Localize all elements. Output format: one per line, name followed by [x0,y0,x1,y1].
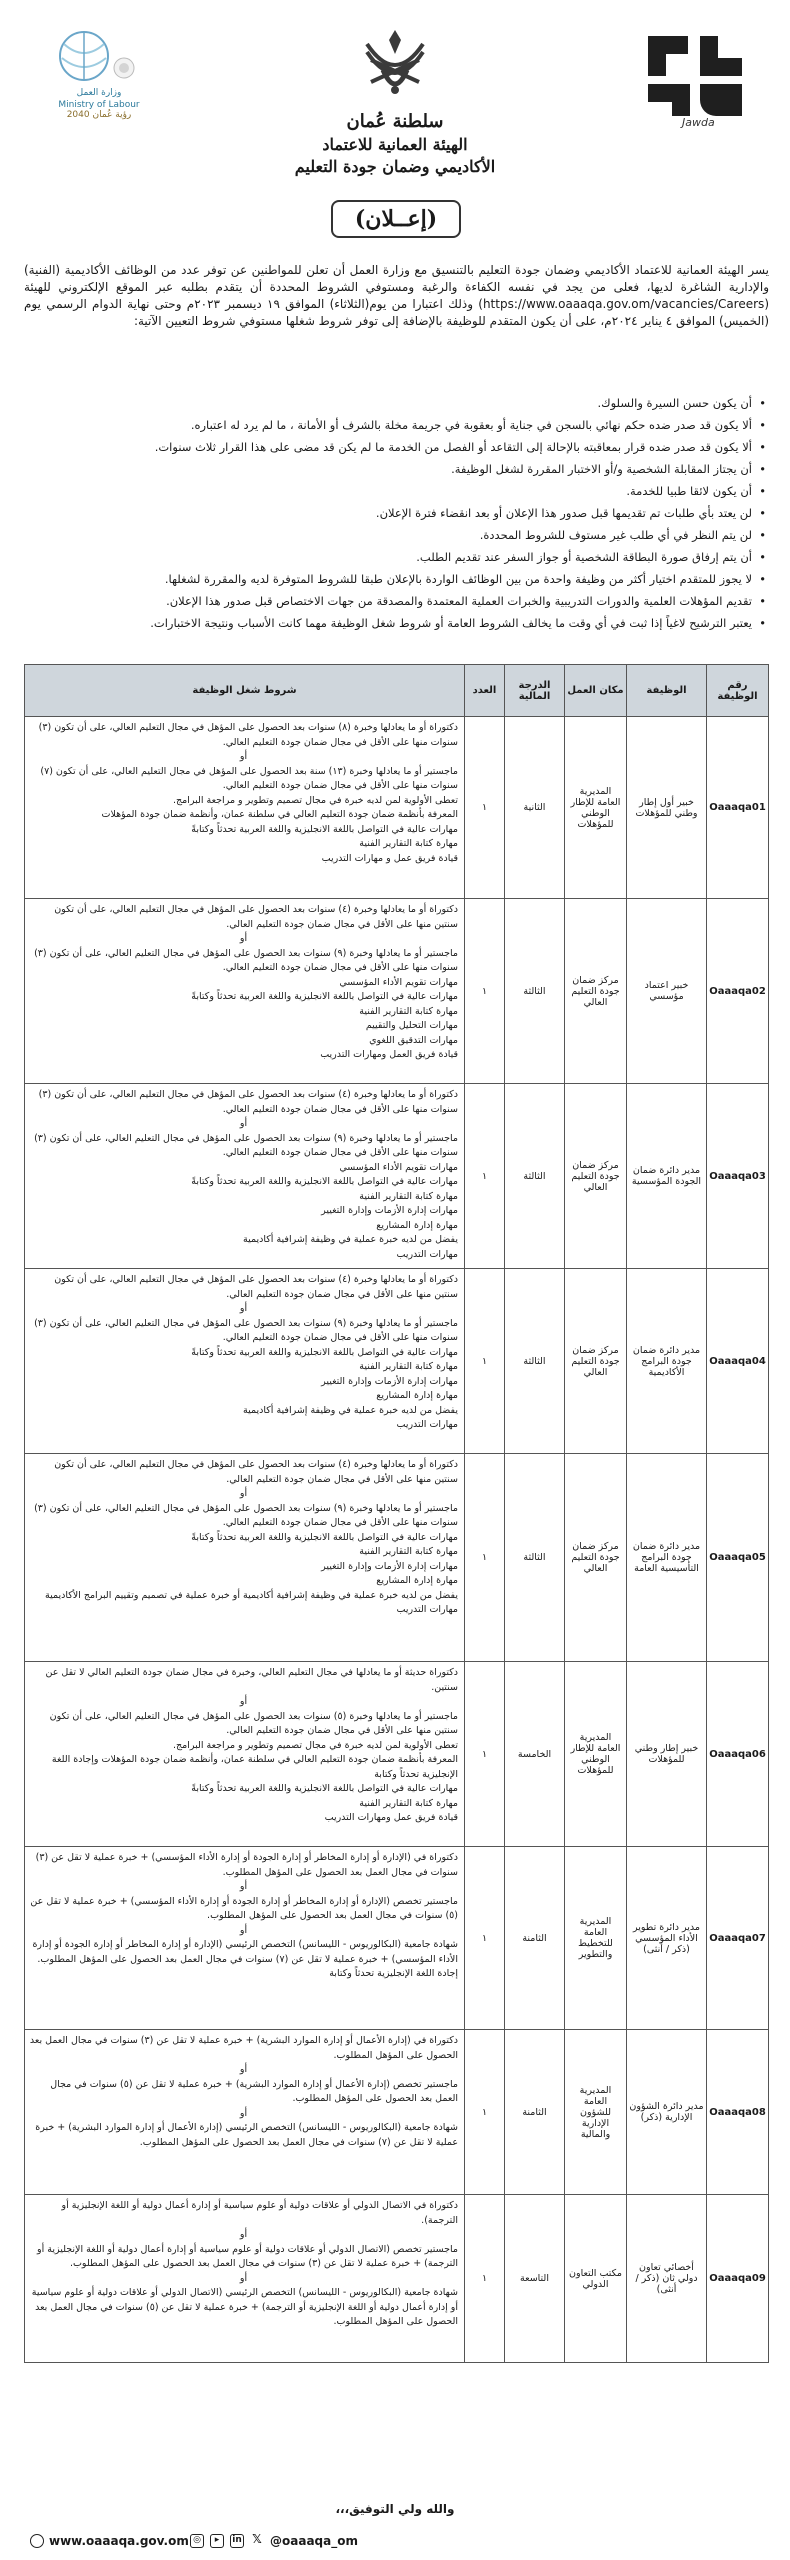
job-title-cell: مدير دائرة ضمان جودة البرامج الأكاديمية [627,1269,707,1454]
job-title-cell: مدير دائرة ضمان جودة البرامج التأسيسية العامة [627,1454,707,1662]
requirement-or: أو [239,2272,248,2284]
job-title-cell: خبير أول إطار وطني للمؤهلات [627,717,707,899]
requirement-line: مهارات عالية في التواصل باللغة الانجليزية واللغة العربية تحدثاً وكتابةً [191,823,458,835]
table-row [25,2195,769,2363]
table-row [25,899,769,1084]
header-grade: الدرجة المالية [505,665,565,717]
table-row [25,717,769,899]
requirement-line: دكتوراة في (إدارة الأعمال أو إدارة الموارد البشرية) + خبرة عملية لا تقل عن (٣) سنوات في مجال العمل بعد الحصول على المؤهل المطلوب. [29,2035,458,2061]
header-count: العدد [465,665,505,717]
job-title-cell: مدير دائرة تطوير الأداء المؤسسي (ذكر / أنثى) [627,1847,707,2030]
requirement-line: مهارة كتابة التقارير الفنية [359,1190,458,1202]
requirement-line: تعطى الأولوية لمن لديه خبرة في مجال تصميم وتطوير و مراجعة البرامج. [172,1739,458,1751]
table-row [25,1084,769,1269]
work-place-cell: مركز ضمان جودة التعليم العالي [565,1269,627,1454]
job-title-cell: خبير اعتماد مؤسسي [627,899,707,1084]
requirements-cell [25,717,465,899]
requirements-cell [25,1454,465,1662]
condition-item: • لن يتم النظر في أي طلب غير مستوف للشروط المحددة. [24,524,766,546]
condition-item: • أن يكون حسن السيرة والسلوك. [24,392,766,414]
job-code-cell: Oaaaqa04 [707,1269,769,1454]
vision-label: رؤية عُمان 2040 [66,110,132,120]
requirement-or: أو [239,933,248,944]
requirement-line: دكتوراة أو ما يعادلها وخبرة (٤) سنوات بعد الحصول على المؤهل في مجال التعليم العالي، على أن تكون سنتين منها على الأقل في مجال ضمان جودة التعليم العالي. [54,1274,458,1300]
count-cell: ١ [465,717,505,899]
job-code-cell: Oaaaqa05 [707,1454,769,1662]
requirement-line: مهارة إدارة المشاريع [376,1575,458,1586]
work-place-cell: المديرية العامة للشؤون الإدارية والمالية [565,2030,627,2195]
requirement-line: دكتوراة أو ما يعادلها وخبرة (٤) سنوات بعد الحصول على المؤهل في مجال التعليم العالي، على أن تكون سنتين منها على الأقل في مجال ضمان جودة التعليم العالي. [54,1459,458,1485]
ministry-name-ar: وزارة العمل [76,88,122,98]
requirement-line: قيادة فريق عمل و مهارات التدريب [321,852,458,864]
requirement-or: أو [239,2107,248,2119]
requirements-cell [25,1084,465,1269]
job-title-cell: مدير دائرة ضمان الجودة المؤسسية [627,1084,707,1269]
requirement-line: مهارة كتابة التقارير الفنية [359,1797,458,1809]
requirement-line: يفضل من لديه خبرة عملية في وظيفة إشرافية أكاديمية أو خبرة عملية في تصميم وتقييم البرامج الأكاديمية [45,1589,458,1601]
ministry-globe-icon [40,28,158,86]
condition-item: • لن يعتد بأي طلبات تم تقديمها قبل صدور هذا الإعلان أو بعد انقضاء فترة الإعلان. [24,502,766,524]
header-work-place: مكان العمل [565,665,627,717]
linkedin-icon: in [230,2534,244,2548]
requirement-line: ماجستير أو ما يعادلها وخبرة (٥) سنوات بعد الحصول على المؤهل في مجال التعليم العالي، على أن تكون سنتين منها على الأقل في مجال ضمان جودة التعليم العالي. [49,1710,458,1736]
requirement-line: مهارة كتابة التقارير الفنية [359,838,458,849]
x-icon: 𝕏 [252,2532,262,2546]
count-cell: ١ [465,1084,505,1269]
requirement-line: قيادة فريق عمل ومهارات التدريب [324,1812,458,1823]
requirement-or: أو [239,1881,248,1892]
requirement-line: ماجستير أو ما يعادلها وخبرة (٩) سنوات بعد الحصول على المؤهل في مجال التعليم العالي، على أن تكون (٣) سنوات منها على الأقل في مجال ضمان جودة التعليم العالي. [34,1132,458,1158]
requirement-line: ماجستير تخصص (الإدارة أو إدارة المخاطر أو إدارة الجودة أو إدارة الأداء المؤسسي) + خبرة عملية لا تقل عن (٥) سنوات في مجال العمل بعد الحصول على المؤهل المطلوب. [30,1895,458,1921]
work-place-cell: مكتب التعاون الدولي [565,2195,627,2363]
requirement-line: مهارات التحليل والتقييم [365,1020,458,1031]
table-header-row [25,665,769,717]
footer-social-handle: @oaaaqa_om [270,2534,358,2548]
requirement-or: أو [239,1924,248,1936]
work-place-cell: مركز ضمان جودة التعليم العالي [565,899,627,1084]
header-requirements: شروط شغل الوظيفة [25,665,465,717]
ministry-name [40,88,158,111]
requirement-or: أو [239,1118,248,1129]
requirement-line: مهارات عالية في التواصل باللغة الانجليزية واللغة العربية تحدثاً وكتابةً [191,1531,458,1543]
work-place-cell: مركز ضمان جودة التعليم العالي [565,1084,627,1269]
table-row [25,2030,769,2195]
condition-item: • أن يجتاز المقابلة الشخصية و/أو الاختبار المقررة لشغل الوظيفة. [24,458,766,480]
requirements-cell [25,1269,465,1454]
jawda-wordmark: Jawda [682,116,715,129]
requirement-line: مهارات إدارة الأزمات وإدارة التغيير [321,1560,458,1572]
youtube-icon: ▸ [210,2534,224,2548]
requirement-line: مهارات إدارة الأزمات وإدارة التغيير [321,1375,458,1387]
table-row [25,1269,769,1454]
requirement-line: دكتوراة في الاتصال الدولي أو علاقات دولية أو علوم سياسية أو إدارة أعمال دولية أو اللغة الإنجليزية أو الترجمة). [61,2200,458,2226]
requirement-line: مهارات عالية في التواصل باللغة الانجليزية واللغة العربية تحدثاً وكتابةً [191,991,458,1002]
condition-item: • لا يجوز للمتقدم اختيار أكثر من وظيفة واحدة من بين الوظائف الواردة بالإعلان طبقا للشروط المتوفرة لديه والمقررة لشغلها. [24,568,766,590]
requirement-line: مهارات تقويم الأداء المؤسسي [339,1161,458,1173]
condition-item: • يعتبر الترشيح لاغياً إذا ثبت في أي وقت ما يخالف الشروط العامة أو شروط شغل الوظيفة مهما كانت الأسباب ونتيجة الاختبارات. [24,612,766,634]
announcement-heading: (إعــلان) [331,200,461,238]
grade-cell: الثالثة [505,1084,565,1269]
jawda-logo-mark [648,36,744,116]
job-code-cell: Oaaaqa01 [707,717,769,899]
title-line-2: الهيئة العمانية للاعتماد [322,135,468,154]
job-title-cell: أخصائي تعاون دولي ثان (ذكر / أنثى) [627,2195,707,2363]
job-code-cell: Oaaaqa06 [707,1662,769,1847]
requirement-line: المعرفة بأنظمة ضمان جودة التعليم العالي في سلطنة عمان، وأنظمة ضمان جودة المؤهلات وإجادة اللغة الإنجليزية تحدثاً وكتابة [51,1754,458,1780]
requirement-line: ماجستير أو ما يعادلها وخبرة (٩) سنوات بعد الحصول على المؤهل في مجال التعليم العالي، على أن تكون (٣) سنوات منها على الأقل في مجال ضمان جودة التعليم العالي. [34,947,458,973]
grade-cell: الثامنة [505,2030,565,2195]
table-row [25,1847,769,2030]
count-cell: ١ [465,1662,505,1847]
requirements-cell [25,1847,465,2030]
job-code-cell: Oaaaqa03 [707,1084,769,1269]
requirement-line: دكتوراة أو ما يعادلها وخبرة (٤) سنوات بعد الحصول على المؤهل في مجال التعليم العالي، على أن تكون (٣) سنوات منها على الأقل في مجال ضمان جودة التعليم العالي. [38,1089,458,1115]
requirement-line: مهارات إدارة الأزمات وإدارة التغيير [321,1205,458,1216]
requirements-cell [25,1662,465,1847]
header-job-code: رقم الوظيفة [707,665,769,717]
requirement-line: تعطى الأولوية لمن لديه خبرة في مجال تصميم وتطوير و مراجعة البرامج. [172,794,458,806]
requirement-line: مهارات عالية في التواصل باللغة الانجليزية واللغة العربية تحدثاً وكتابةً [191,1783,458,1794]
requirement-or: أو [239,1303,248,1314]
table-row [25,1662,769,1847]
footer-social[interactable] [190,2534,358,2548]
requirement-line: شهادة جامعية (البكالوريوس - الليسانس) التخصص الرئيسي (الإدارة أو إدارة المخاطر أو إدارة الجودة أو إدارة الأداء المؤسسي) + خبرة عملية لا تقل عن (٧) سنوات في مجال العمل بعد الحصول على المؤهل المطلوب. [32,1939,458,1965]
condition-item: • أن يتم إرفاق صورة البطاقة الشخصية أو جواز السفر عند تقديم الطلب. [24,546,766,568]
count-cell: ١ [465,1269,505,1454]
condition-item: • تقديم المؤهلات العلمية والدورات التدريبية والخبرات العملية المعتمدة والمصدقة من جهات الاختصاص قبل صدور هذا الإعلان. [24,590,766,612]
requirement-line: ماجستير أو ما يعادلها وخبرة (٩) سنوات بعد الحصول على المؤهل في مجال التعليم العالي، على أن تكون (٣) سنوات منها على الأقل في مجال ضمان جودة التعليم العالي. [34,1317,458,1343]
requirement-or: أو [239,2229,248,2240]
oman-emblem-icon [355,24,435,102]
condition-item: • أن يكون لائقا طبيا للخدمة. [24,480,766,502]
requirement-line: قيادة فريق العمل ومهارات التدريب [320,1049,458,1060]
requirement-line: يفضل من لديه خبرة عملية في وظيفة إشرافية أكاديمية [243,1234,458,1245]
table-row [25,1454,769,1662]
intro-paragraph: يسر الهيئة العمانية للاعتماد الأكاديمي وضمان جودة التعليم بالتنسيق مع وزارة العمل أن تعلن للمواطنين عن توفر عدد من الوظائف الأكاديمية (الفنية) والإدارية الشاغرة لديها، فعلى من يجد في نفسه الكفاءة والرغبة ومستوفي الشروط المحددة أن يتقدم بطلبه عبر الموقع الإلكتروني للهيئة (https://www.oaaaqa.gov.om/vacancies/Careers) وذلك اعتبارا من يوم(الثلاثاء) الموافق ١٩ ديسمبر ٢٠٢٣م وحتى نهاية الدوام الرسمي يوم (الخميس) الموافق ٤ يناير ٢٠٢٤م، على أن يكون المتقدم للوظيفة بالإضافة إلى توفر شروط شغلها مستوفي شروط التعيين الآتية: [24,263,769,328]
requirement-line: ماجستير أو ما يعادلها وخبرة (١٣) سنة بعد الحصول على المؤهل في مجال التعليم العالي، على أن تكون (٧) سنوات منها على الأقل في مجال ضمان جودة التعليم العالي. [40,765,458,791]
requirement-or: أو [239,1488,248,1499]
work-place-cell: مركز ضمان جودة التعليم العالي [565,1454,627,1662]
job-title-cell: مدير دائرة الشؤون الإدارية (ذكر) [627,2030,707,2195]
requirement-line: ماجستير تخصص (الاتصال الدولي أو علاقات دولية أو علوم سياسية أو إدارة أعمال دولية أو اللغة الإنجليزية أو الترجمة) + خبرة عملية لا تقل عن (٣) سنوات في مجال العمل بعد الحصول على المؤهل المطلوب. [37,2243,458,2269]
condition-item: • ألا يكون قد صدر ضده قرار بمعاقبته بالإحالة إلى التقاعد أو الفصل من الخدمة ما لم يكن قد مضى على هذا القرار ثلاث سنوات. [24,436,766,458]
requirement-line: إجادة اللغة الإنجليزية تحدثاً وكتابة [329,1968,458,1979]
work-place-cell: المديرية العامة للإطار الوطني للمؤهلات [565,717,627,899]
footer-website-text: www.oaaaqa.gov.om [49,2534,189,2548]
condition-item: • ألا يكون قد صدر ضده حكم نهائي بالسجن في جناية أو بعقوبة في جريمة مخلة بالشرف أو الأمانة ، ما لم يرد له اعتباره. [24,414,766,436]
instagram-icon: ◎ [190,2534,204,2548]
requirement-line: مهارات عالية في التواصل باللغة الانجليزية واللغة العربية تحدثاً وكتابةً [191,1346,458,1358]
header-job-title: الوظيفة [627,665,707,717]
requirement-or: أو [239,1696,248,1707]
requirement-line: مهارات عالية في التواصل باللغة الانجليزية واللغة العربية تحدثاً وكتابةً [191,1176,458,1187]
requirement-line: مهارة كتابة التقارير الفنية [359,1546,458,1557]
globe-icon [30,2534,44,2548]
job-code-cell: Oaaaqa07 [707,1847,769,2030]
requirement-or: أو [239,2064,248,2075]
grade-cell: الثالثة [505,899,565,1084]
requirement-line: مهارات تقويم الأداء المؤسسي [339,976,458,988]
footer-website[interactable] [30,2534,189,2548]
count-cell: ١ [465,899,505,1084]
title-line-3: الأكاديمي وضمان جودة التعليم [294,157,496,176]
jobs-table [24,664,769,2363]
grade-cell: الثانية [505,717,565,899]
footer [0,2526,790,2560]
requirement-line: مهارة كتابة التقارير الفنية [359,1005,458,1017]
requirement-line: يفضل من لديه خبرة عملية في وظيفة إشرافية أكاديمية [243,1404,458,1416]
requirements-cell [25,2195,465,2363]
grade-cell: الثالثة [505,1454,565,1662]
closing-text: والله ولي التوفيق،،، [335,2502,455,2516]
requirement-or: أو [239,751,248,762]
work-place-cell: المديرية العامة للإطار الوطني للمؤهلات [565,1662,627,1847]
requirements-cell [25,2030,465,2195]
title-line-1: سلطنة عُمان [346,111,444,132]
requirements-cell [25,899,465,1084]
requirement-line: دكتوراة أو ما يعادلها وخبرة (٨) سنوات بعد الحصول على المؤهل في مجال التعليم العالي، على أن تكون (٣) سنوات منها على الأقل في مجال ضمان جودة التعليم العالي. [38,722,458,748]
requirement-line: دكتوراة حديثة أو ما يعادلها في مجال التعليم العالي، وخبرة في مجال ضمان جودة التعليم العالي لا تقل عن سنتين. [45,1667,458,1693]
grade-cell: الثالثة [505,1269,565,1454]
requirement-line: مهارة إدارة المشاريع [376,1390,458,1401]
count-cell: ١ [465,2195,505,2363]
requirement-line: شهادة جامعية (البكالوريوس - الليسانس) التخصص الرئيسي (إدارة الأعمال أو إدارة الموارد البشرية) + خبرة عملية لا تقل عن (٧) سنوات في مجال العمل بعد الحصول على المؤهل المطلوب. [35,2122,458,2148]
job-title-cell: خبير إطار وطني للمؤهلات [627,1662,707,1847]
count-cell: ١ [465,2030,505,2195]
grade-cell: الثامنة [505,1847,565,2030]
grade-cell: الخامسة [505,1662,565,1847]
requirement-line: شهادة جامعية (البكالوريوس - الليسانس) التخصص الرئيسي (الاتصال الدولي أو علاقات دولية أو علوم سياسية أو إدارة أعمال دولية أو اللغة الإنجليزية أو الترجمة) + خبرة عملية لا تقل عن (٥) سنوات في مجال العمل بعد الحصول على المؤهل المطلوب. [31,2287,458,2327]
grade-cell: التاسعة [505,2195,565,2363]
requirement-line: ماجستير أو ما يعادلها وخبرة (٩) سنوات بعد الحصول على المؤهل في مجال التعليم العالي، على أن تكون (٣) سنوات منها على الأقل في مجال ضمان جودة التعليم العالي. [34,1502,458,1528]
ministry-name-en: Ministry of Labour [58,99,140,110]
job-code-cell: Oaaaqa08 [707,2030,769,2195]
requirement-line: دكتوراة أو ما يعادلها وخبرة (٤) سنوات بعد الحصول على المؤهل في مجال التعليم العالي، على أن تكون سنتين منها على الأقل في مجال ضمان جودة التعليم العالي. [54,904,458,930]
requirement-line: مهارات التدريب [396,1604,458,1615]
requirement-line: مهارات التدريب [396,1248,458,1260]
requirement-line: مهارات التدريب [396,1419,458,1430]
header [0,0,790,195]
page-title [0,110,790,178]
requirement-line: المعرفة بأنظمة ضمان جودة التعليم العالي في سلطنة عمان، وأنظمة ضمان جودة المؤهلات [101,809,458,820]
job-code-cell: Oaaaqa09 [707,2195,769,2363]
work-place-cell: المديرية العامة للتخطيط والتطوير [565,1847,627,2030]
jobs-table-body [25,717,769,2363]
conditions-list [24,392,766,634]
job-code-cell: Oaaaqa02 [707,899,769,1084]
count-cell: ١ [465,1847,505,2030]
requirement-line: مهارة إدارة المشاريع [376,1219,458,1231]
requirement-line: ماجستير تخصص (إدارة الأعمال أو إدارة الموارد البشرية) + خبرة عملية لا تقل عن (٥) سنوات في مجال العمل بعد الحصول على المؤهل المطلوب. [50,2078,458,2104]
requirement-line: دكتوراة في (الإدارة أو إدارة المخاطر أو إدارة الجودة أو إدارة الأداء المؤسسي) + خبرة عملية لا تقل عن (٣) سنوات في مجال العمل بعد الحصول على المؤهل المطلوب. [35,1852,458,1878]
count-cell: ١ [465,1454,505,1662]
requirement-line: مهارة كتابة التقارير الفنية [359,1361,458,1372]
requirement-line: مهارات التدقيق اللغوي [369,1034,458,1046]
